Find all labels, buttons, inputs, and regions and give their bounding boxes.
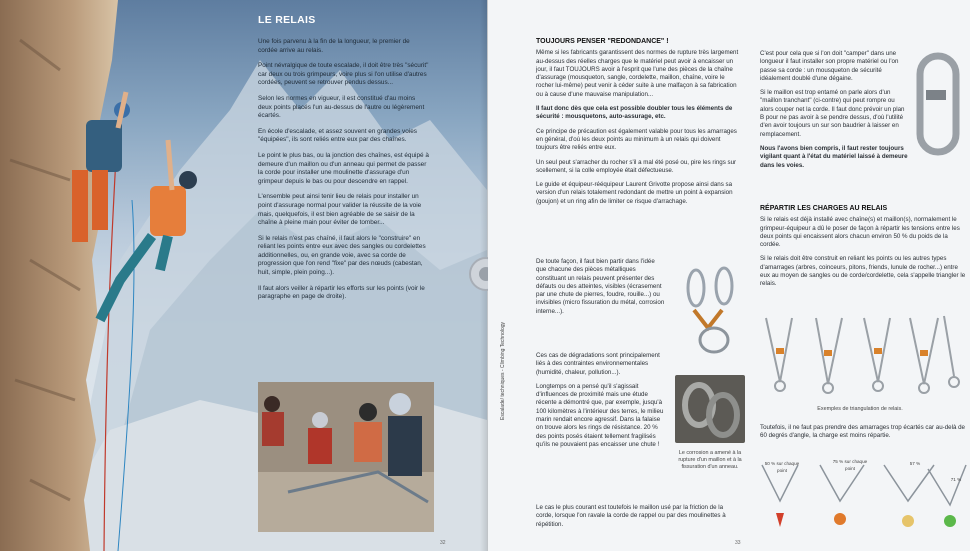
paragraph: Il faut donc dès que cela est possible doubler tous les éléments de sécurité : mousquetons, auto-assurage, etc.: [536, 105, 733, 121]
paragraph: Le guide et équipeur-rééquipeur Laurent Grivotte propose ainsi dans sa version d'un relais totalement redondant de mettre un point à expansion (goujon) et un ring afin de limiter ce risque d'arrachage.: [536, 181, 733, 205]
paragraph: Si le maillon est trop entamé on parle alors d'un "maillon tranchant" (ci-contre) qui peut rompre ou alors couper net la corde. Il faut donc prévoir un plan B pour ne pas avoir à se pendre dessus, d'où l'utilité d'en avoir toujours un sur son baudrier à laisser en remplacement.: [760, 89, 905, 138]
paragraph: L'ensemble peut ainsi tenir lieu de relais pour installer un point d'assurage normal pour valider la réussite de la voie mais, quelquefois, il est bien agréable de se saisir de la chaîne à pleine main pour éviter de tomber...: [258, 193, 422, 227]
paragraph: Si le relais doit être construit en reliant les points ou les autres types d'amarrages (arbres, coinceurs, pitons, friends, lunule de rocher...) entre eux au moyen de sangles ou de corde/cordelette, cela s'appelle triangler le relais.: [760, 255, 966, 288]
angle-label: 75 % sur chaque point: [832, 459, 868, 471]
right-column-1: [536, 38, 742, 212]
angle-label: 57 %: [909, 461, 921, 466]
heading-repartir: RÉPARTIR LES CHARGES AU RELAIS: [760, 205, 888, 212]
paragraph: De toute façon, il faut bien partir dans l'idée que chacune des pièces métalliques constituant un relais peuvent présenter des défauts ou des atteintes, visibles (écrasement par une chute de pierres, foudre, rouille...) ou invisibles (micro fissuration du métal, corrosion interne...).: [536, 258, 665, 315]
right-column-1b: [536, 258, 666, 322]
paragraph: Point névralgique de toute escalade, il doit être très "sécurit" car deux ou trois grimpeurs, voire plus si l'on utilise d'autres cordées, peuvent se retrouver pendus dessus...: [258, 62, 429, 87]
paragraph: Même si les fabricants garantissent des normes de rupture très largement au-dessus des réelles charges que le matériel peut avoir à encaisser un jour, il faut TOUJOURS avoir à l'esprit que l'une des pièces de la chaîne d'assurage (mousqueton, sangle, cordelette, maillon, chaîne, voire le rocher lui-même) peut venir à céder suite à une malfaçon à sa fabrication ou à cause d'une mauvaise manipulation...: [536, 49, 739, 98]
paragraph: Nous l'avons bien compris, il faut rester toujours vigilant quant à l'état du matériel laissé à demeure dans les voies.: [760, 144, 908, 169]
angle-label: 71 %: [950, 477, 962, 482]
page-number-right: 33: [735, 540, 741, 546]
angle-label: 50 % sur chaque point: [764, 461, 800, 473]
group-photo: [258, 382, 434, 532]
paragraph: Si le relais n'est pas chaîné, il faut alors le "construire" en reliant les points entre eux avec des sangles ou cordelettes additionnelles, ou, en grande voie, avec sa corde de progression que l'on rend "fixe" par des nœuds (cabestan, huit, simple, plein poing...).: [258, 234, 426, 277]
triangulation-caption: Exemples de triangulation de relais.: [817, 406, 903, 412]
right-column-1d: [536, 504, 742, 535]
paragraph: C'est pour cela que si l'on doit "camper" dans une longueur il faut installer son propre matériel ou l'on passe sa corde : un mousqueton de sécurité idéalement doublé d'une dégaine.: [760, 50, 899, 82]
paragraph: Le cas le plus courant est toutefois le maillon usé par la friction de la corde, lorsque l'on ravale la corde de rappel ou par des moulinettes à répétition.: [536, 504, 726, 528]
angle-note: Toutefois, il ne faut pas prendre des amarrages trop écartés car au-delà de 60 degrés d'angle, la charge est moins répartie.: [760, 424, 965, 440]
page-number-left: 32: [440, 540, 446, 546]
right-column-2: [760, 50, 908, 176]
paragraph: Longtemps on a pensé qu'il s'agissait d'influences de proximité mais une étude récente a démontré que, par exemple, jusqu'à 100 kilomètres à l'intérieur des terres, le milieu marin rendait encore agressif. Dans la falaise on trouve alors les rings de résistance. 20 % des points posés étaient tellement fragilisés qu'ils ne pouvaient pas encaisser une chute !: [536, 382, 664, 448]
worn-chain-photo: [675, 375, 745, 443]
heading-redondance: TOUJOURS PENSER "REDONDANCE" !: [536, 38, 669, 45]
gear-quickdraw-image: [674, 258, 754, 358]
section-title: LE RELAIS: [258, 14, 316, 26]
right-column-1c: [536, 352, 666, 455]
maillon-link-image: [912, 50, 964, 160]
paragraph: Le point le plus bas, ou la jonction des chaînes, est équipé à demeure d'un maillon ou d'un anneau qui permet de passer la corde pour installer une moulinette d'assurage d'un grimpeur depuis le bas ou pour descendre en rappel.: [258, 151, 429, 185]
paragraph: En école d'escalade, et assez souvent en grandes voies "équipées", ils sont reliés entre eux par des chaînes.: [258, 127, 417, 144]
left-column-text: [258, 38, 430, 309]
right-column-2b: [760, 205, 968, 295]
paragraph: Une fois parvenu à la fin de la longueur, le premier de cordée arrive au relais.: [258, 38, 410, 54]
paragraph: Il faut alors veiller à répartir les efforts sur les points (voir le paragraphe en page de droite).: [258, 284, 425, 301]
vertical-caption: Escalade/ techniques - Climbing Technology: [500, 321, 506, 420]
paragraph: Selon les normes en vigueur, il est constitué d'au moins deux points placés l'un au-dessus de l'autre ou légèrement écartés.: [258, 94, 425, 120]
maillon-caption: Le corrosion a amené à la rupture d'un maillon et à la fissuration d'un anneau.: [678, 450, 742, 470]
paragraph: Si le relais est déjà installé avec chaîne(s) et maillon(s), normalement le grimpeur-équipeur a dû le poser de façon à répartir les tensions entre les deux points qui encaissent alors chacun environ 50 % du poids de la cordée.: [760, 216, 960, 249]
paragraph: Ces cas de dégradations sont principalement liés à des contraintes environnementales (humidité, chaleur, pollution...).: [536, 352, 660, 376]
paragraph: Ce principe de précaution est également valable pour tous les amarrages en général, d'où les deux points au minimum à un relais qui doivent toujours être reliés entre eux.: [536, 127, 737, 152]
paragraph: Un seul peut s'arracher du rocher s'il a mal été posé ou, pire les rings sur scellement, si la colle employée était défectueuse.: [536, 158, 737, 174]
triangulation-examples-image: [758, 312, 964, 402]
